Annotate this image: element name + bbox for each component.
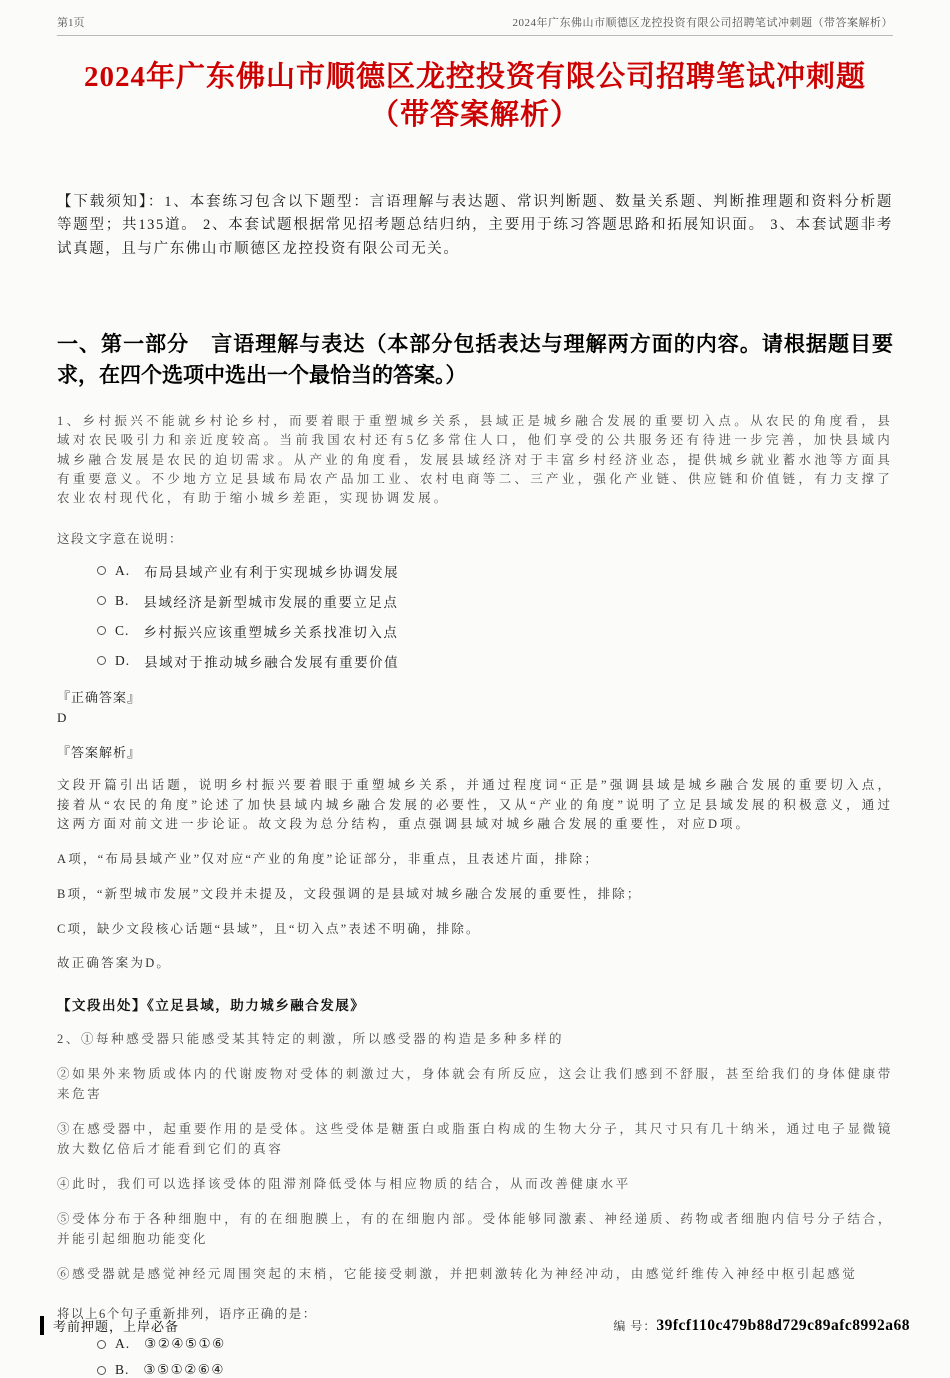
sentence-line: ④此时，我们可以选择该受体的阻滞剂降低受体与相应物质的结合，从而改善健康水平 (57, 1176, 631, 1191)
option-label: B. (115, 592, 130, 608)
question-2-prompt: 将以上6个句子重新排列，语序正确的是： (57, 1307, 317, 1322)
document-title-line1: 2024年广东佛山市顺德区龙控投资有限公司招聘笔试冲刺题 (83, 61, 866, 93)
option-text: 县域对于推动城乡融合发展有重要价值 (144, 654, 400, 670)
option-label: B. (115, 1362, 130, 1378)
sentence-line: ⑤受体分布于各种细胞中，有的在细胞膜上，有的在细胞内部。受体能够同激素、神经递质、药物或者细胞内信号分子结合，并能引起细胞功能变化 (57, 1212, 893, 1246)
radio-icon[interactable] (97, 596, 106, 605)
sentence-line: 2、①每种感受器只能感受某其特定的刺激，所以感受器的构造是多种多样的 (57, 1032, 565, 1047)
document-title-line2: （带答案解析） (369, 99, 580, 132)
option-row[interactable] (97, 621, 893, 641)
sentence-line: ⑥感受器就是感觉神经元周围突起的末梢，它能接受刺激，并把刺激转化为神经冲动，由感觉纤维传入神经中枢引起感觉 (57, 1267, 858, 1282)
option-row[interactable] (97, 1336, 893, 1352)
sentence-line: ②如果外来物质或体内的代谢废物对受体的刺激过大，身体就会有所反应，这会让我们感到不舒服，甚至给我们的身体健康带来危害 (57, 1067, 893, 1101)
option-text: 布局县域产业有利于实现城乡协调发展 (144, 564, 400, 580)
header-doc-title: 2024年广东佛山市顺德区龙控投资有限公司招聘笔试冲刺题（带答案解析） (512, 17, 893, 29)
option-label: A. (115, 1336, 131, 1352)
analysis-paragraph: B项，“新型城市发展”文段并未提及，文段强调的是县域对城乡融合发展的重要性，排除； (57, 886, 642, 901)
radio-icon[interactable] (97, 656, 106, 665)
question-1-stem: 1、乡村振兴不能就乡村论乡村，而要着眼于重塑城乡关系，县域正是城乡融合发展的重要切入点。从农民的角度看，县域对农民吸引力和亲近度较高。当前我国农村还有5亿多常住人口，他们享受的公共服务还有待进一步完善，加快县域内城乡融合发展是农民的迫切需求。从产业的角度看，发展县域经济对于丰富乡村经济业态，提供城乡就业蓄水池等方面具有重要意义。不少地方立足县域布局农产品加工业、农村电商等二、三产业，强化产业链、供应链和价值链，有力支撑了农业农村现代化，有助于缩小城乡差距，实现协调发展。 (57, 413, 893, 506)
option-text: ③⑤①②⑥④ (143, 1362, 226, 1378)
download-notice: 【下载须知】：1、本套练习包含以下题型：言语理解与表达题、常识判断题、数量关系题、判断推理题和资料分析题等题型；共135道。 2、本套试题根据常见招考题总结归纳，主要用于练习答题思路和拓展知识面。 3、本套试题非考试真题，且与广东佛山市顺德区龙控投资有限公司无关。 (57, 193, 893, 257)
option-text: ③②④⑤①⑥ (144, 1336, 226, 1352)
option-label: D. (115, 652, 131, 668)
code-value: 39fcf110c479b88d729c89afc8992a68 (656, 1316, 910, 1334)
radio-icon[interactable] (97, 1366, 106, 1375)
correct-answer-label: 『正确答案』 (57, 689, 142, 705)
section-heading: 一、第一部分 言语理解与表达（本部分包括表达与理解两方面的内容。请根据题目要求，在四个选项中选出一个最恰当的答案。） (57, 331, 893, 388)
option-label: A. (115, 562, 131, 578)
analysis-label: 『答案解析』 (57, 744, 142, 760)
sentence-line: ③在感受器中，起重要作用的是受体。这些受体是糖蛋白或脂蛋白构成的生物大分子，其尺寸只有几十纳米，通过电子显微镜放大数亿倍后才能看到它们的真容 (57, 1122, 893, 1156)
source-line: 【文段出处】《立足县域，助力城乡融合发展》 (57, 998, 366, 1014)
code-label: 编 号： (613, 1318, 657, 1333)
option-row[interactable] (97, 591, 893, 611)
analysis-paragraph: A项，“布局县域产业”仅对应“产业的角度”论证部分，非重点，且表述片面，排除； (57, 852, 600, 867)
analysis-paragraph: C项，缺少文段核心话题“县域”，且“切入点”表述不明确，排除。 (57, 921, 481, 936)
analysis-paragraph: 文段开篇引出话题，说明乡村振兴要着眼于重塑城乡关系，并通过程度词“正是”强调县域是城乡融合发展的重要切入点，接着从“农民的角度”论述了加快县域内城乡融合发展的必要性，又从“产业的角度”说明了立足县域发展的积极意义，通过这两方面对前文进一步论证。故文段为总分结构，重点强调县域对城乡融合发展的重要性，对应D项。 (57, 777, 893, 832)
analysis-conclusion: 故正确答案为D。 (57, 956, 172, 971)
page-number: 第1页 (57, 17, 85, 29)
footer (40, 1316, 910, 1335)
question-1 (57, 412, 893, 1014)
question-2-options (57, 1336, 893, 1378)
radio-icon[interactable] (97, 1340, 106, 1349)
option-text: 乡村振兴应该重塑城乡关系找准切入点 (143, 624, 399, 640)
question-1-options (57, 561, 893, 671)
correct-answer-value: D (57, 709, 67, 725)
option-label: C. (115, 622, 130, 638)
option-text: 县域经济是新型城市发展的重要立足点 (143, 594, 399, 610)
radio-icon[interactable] (97, 626, 106, 635)
footer-slogan: 考前押题，上岸必备 (40, 1316, 179, 1335)
document-title (57, 58, 893, 135)
option-row[interactable] (97, 1362, 893, 1378)
question-1-prompt: 这段文字意在说明： (57, 531, 184, 546)
page-header (57, 14, 893, 36)
radio-icon[interactable] (97, 566, 106, 575)
option-row[interactable] (97, 651, 893, 671)
option-row[interactable] (97, 561, 893, 581)
footer-code (613, 1317, 910, 1335)
